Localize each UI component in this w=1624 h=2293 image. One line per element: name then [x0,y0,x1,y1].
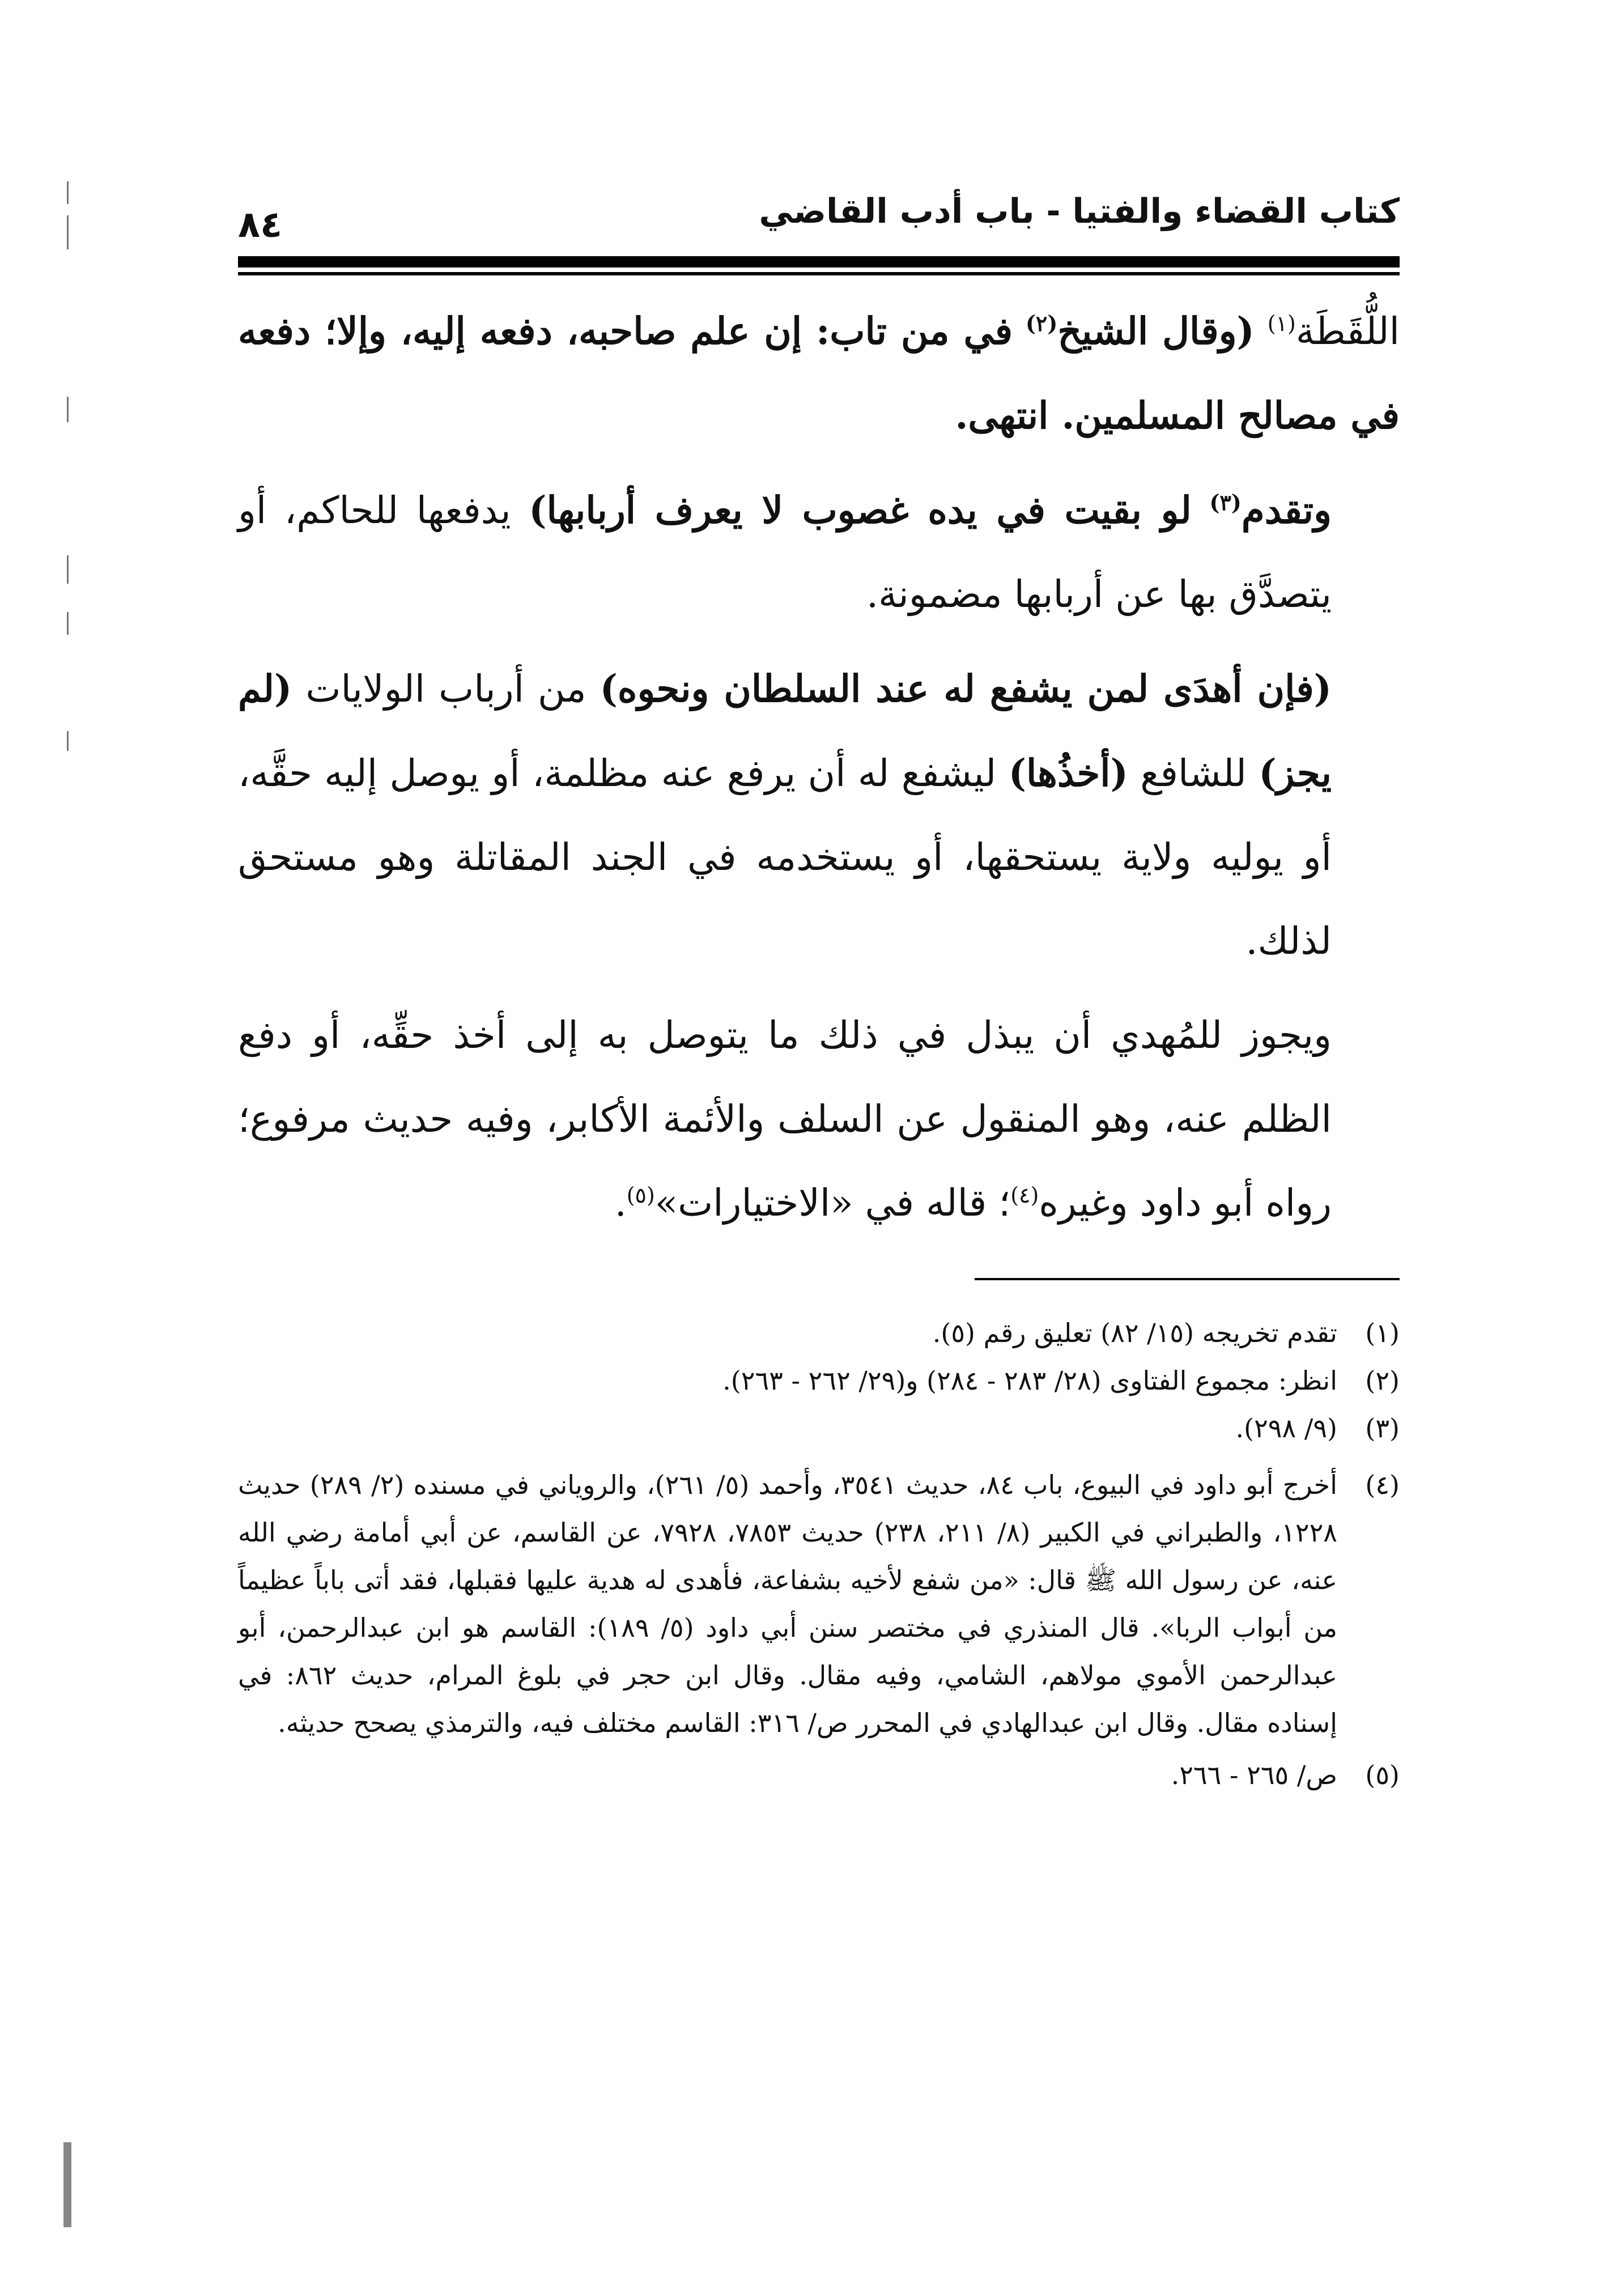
main-text [238,289,1400,1245]
footnote-ref-1: (١) [1267,311,1296,336]
footnote-ref-5: (٥) [626,1183,655,1208]
scan-mark [63,2142,71,2227]
footnote-2: (٢) انظر: مجموع الفتاوى (٢٨/ ٢٨٣ - ٢٨٤) و(٢٩/ ٢٦٢ - ٢٦٣). [722,1365,1400,1396]
footnotes [238,1309,1400,1799]
scan-mark [67,215,69,249]
scan-mark [67,731,69,751]
footnote-5: (٥) ص/ ٢٦٥ - ٢٦٦. [1171,1760,1400,1790]
footnote-4: (٤) أخرج أبو داود في البيوع، باب ٨٤، حديث ٣٥٤١، وأحمد (٥/ ٢٦١)، والروياني في مسنده (٢/ ٢٨٩) حديث ١٢٢٨، والطبراني في الكبير (٨/ ٢١١، ٢٣٨) حديث ٧٨٥٣، ٧٩٢٨، عن القاسم، عن أبي أمامة رضي الله عنه، عن رسول الله ﷺ قال: «من شفع لأخيه بشفاعة، فأهدى له هدية عليها فقبلها، فقد أتى باباً عظيماً من أبواب الربا». قال المنذري في مختصر سنن أبي داود (٥/ ١٨٩): القاسم هو ابن عبدالرحمن، أبو عبدالرحمن الأموي مولاهم، الشامي، وفيه مقال. وقال ابن حجر في بلوغ المرام، حديث ٨٦٢: في إسناده مقال. وقال ابن عبدالهادي في المحرر ص/ ٣١٦: القاسم مختلف فيه، والترمذي يصحح حديثه. [238,1470,1400,1738]
paragraph-3: (فإن أهدَى لمن يشفع له عند السلطان ونحوه) من أرباب الولايات (لم يجز) للشافع (أخذُها) ليشفع له أن يرفع عنه مظلمة، أو يوصل إليه حقَّه، أو يوليه ولاية يستحقها، أو يستخدمه في الجند المقاتلة وهو مستحق لذلك. [238,666,1332,963]
scan-mark [67,555,69,584]
footnote-1: (١) تقدم تخريجه (١٥/ ٨٢) تعليق رقم (٥). [932,1318,1400,1348]
footnote-ref-3: (٣) [1209,490,1242,515]
scan-mark [67,181,69,204]
scan-mark [67,612,69,635]
paragraph-1: اللُّقَطَة$^{(١)}$ (وقال الشيخ$^{(٢)}$ في من تاب: إن علم صاحبه، دفعه إليه، وإلا؛ دفعه في مصالح المسلمين. انتهى. [238,309,1400,438]
footnote-ref-4: (٤) [1010,1183,1039,1208]
paragraph-4: ويجوز للمُهدي أن يبذل في ذلك ما يتوصل به إلى أخذ حقِّه، أو دفع الظلم عنه، وهو المنقول عن السلف والأئمة الأكابر، وفيه حديث مرفوع؛ رواه أبو داود وغيره$^{(٤)}$؛ قاله في «الاختيارات»$^{(٥)}$. [238,1013,1332,1225]
page-header [238,181,1400,255]
header-rule-thick [238,256,1400,267]
footnote-separator [975,1278,1400,1280]
scan-mark [67,397,69,422]
page-number: ٨٤ [238,204,283,246]
header-rule-thin [238,272,1400,275]
paragraph-2: وتقدم$^{(٣)}$ لو بقيت في يده غصوب لا يعرف أربابها) يدفعها للحاكم، أو يتصدَّق بها عن أربابها مضمونة. [238,488,1332,616]
running-title: كتاب القضاء والفتيا - باب أدب القاضي [759,192,1400,231]
footnote-ref-2: (٢) [1025,311,1058,336]
footnote-3: (٣) (٩/ ٢٩٨). [1235,1413,1400,1443]
